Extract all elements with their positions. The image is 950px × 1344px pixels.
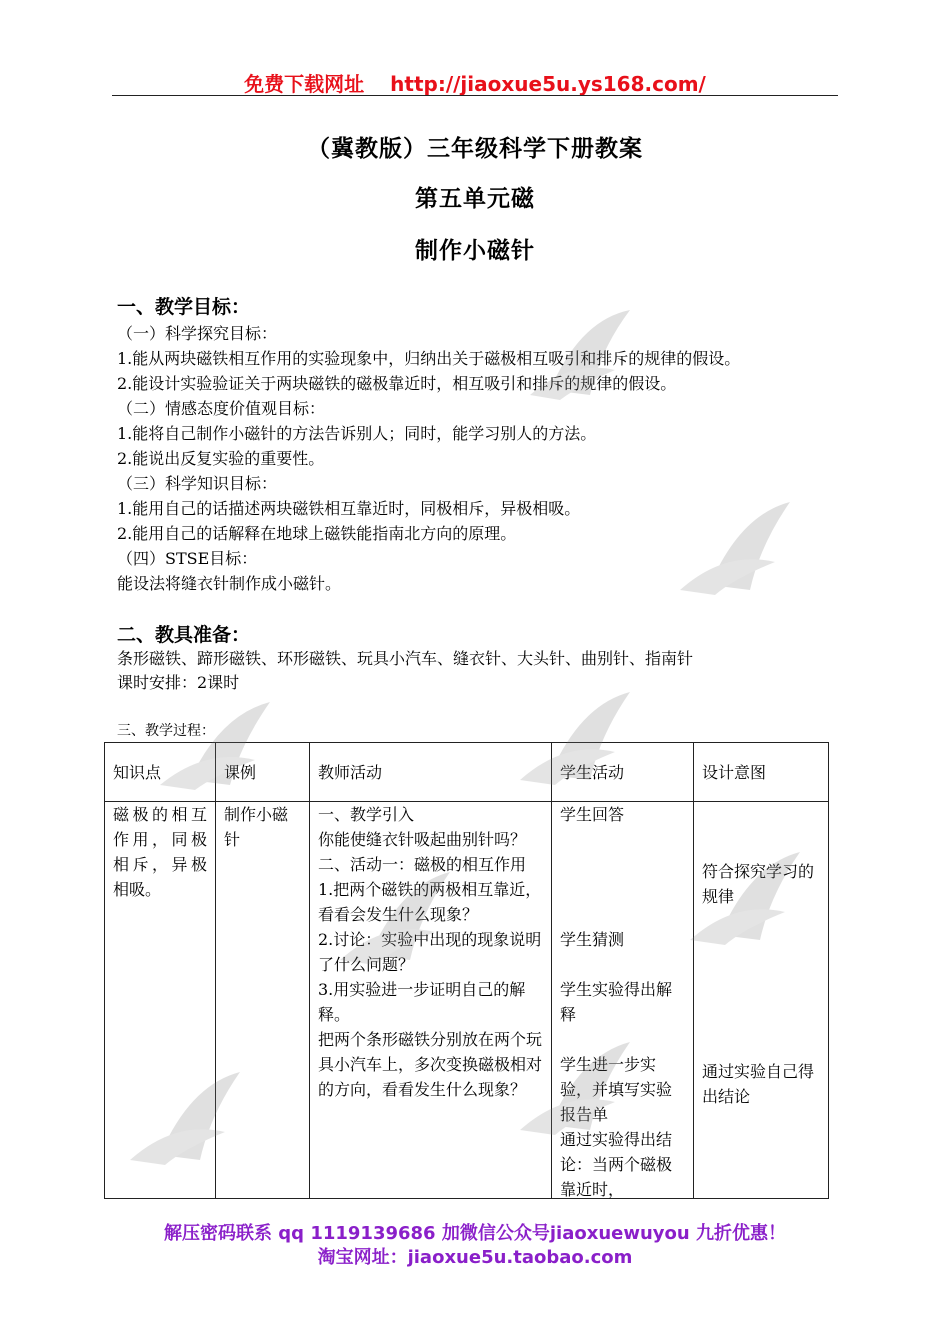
lesson-title: 制作小磁针 [415, 237, 535, 264]
materials-list: 条形磁铁、蹄形磁铁、环形磁铁、玩具小汽车、缝衣针、大头针、曲别针、指南针 [117, 649, 694, 668]
student-step: 通过实验得出结论：当两个磁极靠近时， [560, 1130, 673, 1199]
footer-taobao-line [0, 1243, 950, 1269]
objective-line: （一）科学探究目标： [117, 324, 278, 343]
intent-text: 通过实验自己得出结论 [702, 1062, 815, 1106]
table-header-row [105, 743, 829, 802]
header-link-url[interactable]: http://jiaoxue5u.ys168.com/ [390, 72, 706, 96]
column-header: 教师活动 [310, 743, 552, 802]
header-link-label: 免费下载网址 [244, 72, 365, 96]
footer-qq: qq 1119139686 [278, 1223, 436, 1244]
example-cell [216, 802, 310, 1199]
column-header: 设计意图 [694, 743, 829, 802]
intent-text: 符合探究学习的规律 [702, 862, 815, 906]
objective-line: （二）情感态度价值观目标： [117, 399, 326, 418]
objective-line: 1.能从两块磁铁相互作用的实验现象中，归纳出关于磁极相互吸引和排斥的规律的假设。 [117, 349, 741, 368]
column-header: 学生活动 [552, 743, 694, 802]
footer-contact-line [0, 1219, 950, 1245]
footer-taobao-label: 淘宝网址： [317, 1247, 408, 1268]
footer-text: 解压密码联系 [164, 1223, 273, 1244]
objective-line: 1.能用自己的话描述两块磁铁相互靠近时，同极相斥，异极相吸。 [117, 499, 581, 518]
teacher-step: 3.用实验进一步证明自己的解释。 [318, 980, 526, 1024]
student-step: 学生进一步实验，并填写实验报告单 [560, 1055, 673, 1124]
teacher-step: 2.讨论：实验中出现的现象说明了什么问题？ [318, 930, 542, 974]
materials-heading: 二、教具准备： [117, 624, 251, 646]
objective-line: （三）科学知识目标： [117, 474, 278, 493]
column-header: 课例 [216, 743, 310, 802]
schedule-text: 课时安排：2课时 [117, 673, 240, 692]
header-download-link[interactable] [0, 68, 950, 97]
example-text: 制作小磁针 [224, 805, 289, 849]
student-step: 学生猜测 [560, 930, 625, 949]
footer-taobao-url[interactable]: jiaoxue5u.taobao.com [407, 1247, 633, 1268]
objective-line: 1.能将自己制作小磁针的方法告诉别人；同时，能学习别人的方法。 [117, 424, 597, 443]
header-divider [112, 95, 838, 96]
student-activity-cell [552, 802, 694, 1199]
watermark-logo [670, 490, 860, 600]
student-step: 学生回答 [560, 805, 625, 824]
column-header: 知识点 [105, 743, 216, 802]
unit-title: 第五单元磁 [415, 185, 535, 212]
footer-text: 九折优惠！ [695, 1223, 786, 1244]
process-table [104, 742, 829, 1199]
footer-wechat-id: jiaoxuewuyou [549, 1223, 690, 1244]
objective-line: （四）STSE目标： [117, 549, 258, 568]
teacher-step: 你能使缝衣针吸起曲别针吗？ [318, 830, 527, 849]
design-intent-cell [694, 802, 829, 1199]
knowledge-text: 磁极的相互作用，同极相斥，异极相吸。 [113, 805, 207, 899]
teacher-step: 把两个条形磁铁分别放在两个玩具小汽车上，多次变换磁极相对的方向，看看发生什么现象？ [318, 1030, 543, 1099]
teacher-step: 一、教学引入 [318, 805, 415, 824]
knowledge-cell [105, 802, 216, 1199]
objectives-heading: 一、教学目标： [117, 296, 251, 318]
objective-line: 2.能设计实验验证关于两块磁铁的磁极靠近时，相互吸引和排斥的规律的假设。 [117, 374, 677, 393]
document-title: （冀教版）三年级科学下册教案 [307, 135, 643, 162]
student-step: 学生实验得出解释 [560, 980, 673, 1024]
objective-line: 能设法将缝衣针制作成小磁针。 [117, 574, 342, 593]
teacher-step: 二、活动一：磁极的相互作用 [318, 855, 527, 874]
teacher-step: 1.把两个磁铁的两极相互靠近，看看会发生什么现象？ [318, 880, 542, 924]
table-row [105, 802, 829, 1199]
teacher-activity-cell [310, 802, 552, 1199]
footer-text: 加微信公众号 [441, 1223, 550, 1244]
process-heading: 三、教学过程： [117, 723, 215, 739]
objective-line: 2.能说出反复实验的重要性。 [117, 449, 325, 468]
objective-line: 2.能用自己的话解释在地球上磁铁能指南北方向的原理。 [117, 524, 517, 543]
